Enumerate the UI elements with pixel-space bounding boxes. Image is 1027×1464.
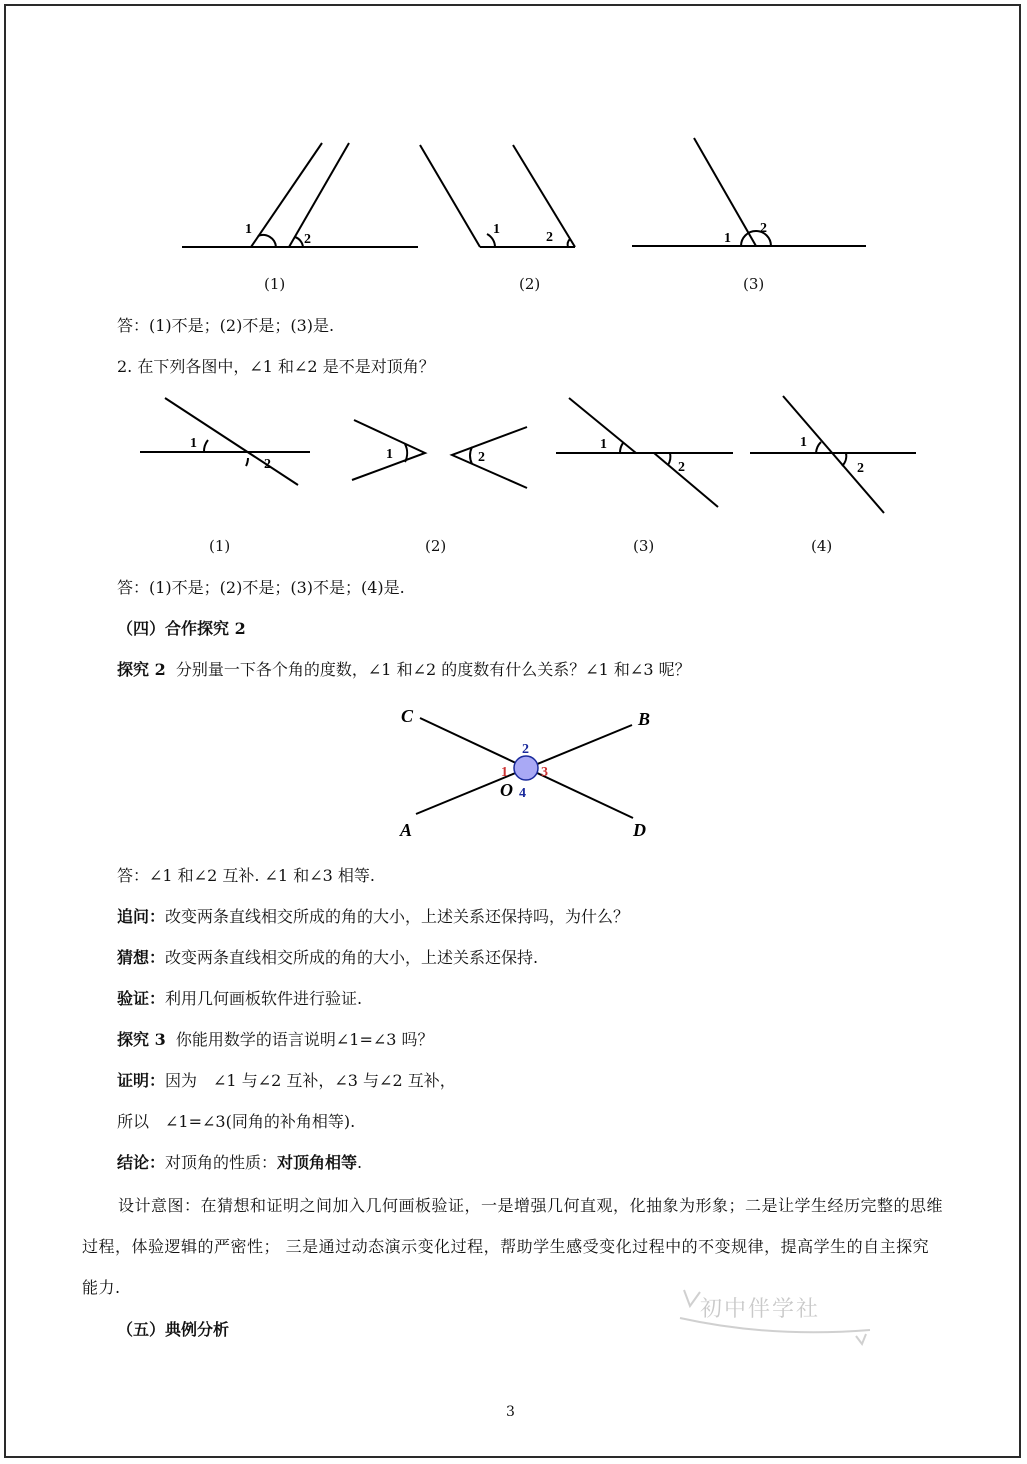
proof-text: 因为 ∠1 与∠2 互补，∠3 与∠2 互补， <box>165 1071 456 1090</box>
fig1-1-label-2: 2 <box>304 232 311 247</box>
fig2-caption-3: (3) <box>633 537 655 555</box>
fig2-4-label-1: 1 <box>800 435 807 450</box>
therefore: 所以 ∠1=∠3(同角的补角相等). <box>117 1112 356 1131</box>
angle-label-2: 2 <box>522 742 529 757</box>
fig2-caption-2: (2) <box>425 537 447 555</box>
angle-label-3: 3 <box>541 765 548 780</box>
answer-2: 答：(1)不是；(2)不是；(3)不是；(4)是. <box>117 578 405 597</box>
section-5-heading: （五）典例分析 <box>117 1320 230 1339</box>
fig2-2-label-1: 1 <box>386 447 393 462</box>
conclusion-bold: 对顶角相等 <box>277 1153 358 1172</box>
fig1-2-label-2: 2 <box>546 230 553 245</box>
fig1-caption-3: (3) <box>743 275 765 293</box>
followup-label: 追问： <box>117 907 166 926</box>
point-D: D <box>633 820 646 840</box>
explore-2-label: 探究 2 <box>117 660 166 679</box>
conclusion-label: 结论： <box>117 1153 166 1172</box>
question-2: 2. 在下列各图中，∠1 和∠2 是不是对顶角？ <box>117 357 435 376</box>
point-C: C <box>401 706 414 726</box>
fig2-1-label-2: 2 <box>264 457 271 472</box>
answer-3: 答：∠1 和∠2 互补. ∠1 和∠3 相等. <box>117 866 375 885</box>
conjecture-text: 改变两条直线相交所成的角的大小，上述关系还保持. <box>165 948 539 967</box>
fig1-caption-2: (2) <box>519 275 541 293</box>
followup-text: 改变两条直线相交所成的角的大小，上述关系还保持吗，为什么？ <box>165 907 630 926</box>
section-4-heading: （四）合作探究 2 <box>117 619 246 638</box>
conjecture-label: 猜想： <box>117 948 166 967</box>
explore-3-text: 你能用数学的语言说明∠1=∠3 吗？ <box>175 1030 434 1049</box>
watermark: 初中伴学社 <box>700 1297 821 1322</box>
fig2-2-label-2: 2 <box>478 450 485 465</box>
angle-label-1: 1 <box>501 765 508 780</box>
fig1-3-label-1: 1 <box>724 231 731 246</box>
fig2-4-label-2: 2 <box>857 461 864 476</box>
point-B: B <box>638 709 651 729</box>
fig2-caption-1: (1) <box>209 537 231 555</box>
fig1-3-label-2: 2 <box>760 221 767 236</box>
fig2-caption-4: (4) <box>811 537 833 555</box>
explore-2-text: 分别量一下各个角的度数，∠1 和∠2 的度数有什么关系？∠1 和∠3 呢？ <box>175 660 691 679</box>
proof-label: 证明： <box>117 1071 166 1090</box>
fig2-3-label-2: 2 <box>678 460 685 475</box>
fig1-caption-1: (1) <box>264 275 286 293</box>
answer-1: 答：(1)不是；(2)不是；(3)是. <box>117 316 335 335</box>
page-number: 3 <box>506 1404 515 1420</box>
conclusion-end: . <box>357 1153 363 1172</box>
angle-label-4: 4 <box>519 786 526 801</box>
fig1-1-label-1: 1 <box>245 222 252 237</box>
fig1-2-label-1: 1 <box>493 222 500 237</box>
point-O: O <box>500 780 513 800</box>
point-A: A <box>400 820 413 840</box>
conclusion-text: 对顶角的性质： <box>165 1153 278 1172</box>
verify-text: 利用几何画板软件进行验证. <box>165 989 363 1008</box>
explore-3-label: 探究 3 <box>117 1030 166 1049</box>
fig2-3-label-1: 1 <box>600 437 607 452</box>
fig2-1-label-1: 1 <box>190 436 197 451</box>
design-intent-paragraph: 设计意图：在猜想和证明之间加入几何画板验证，一是增强几何直观，化抽象为形象；二是让学生经历完整的思维过程，体验逻辑的严密性； 三是通过动态演示变化过程，帮助学生感受变化过程中的不变规律，提高学生的自主探究能力. <box>82 1196 944 1297</box>
verify-label: 验证： <box>117 989 166 1008</box>
